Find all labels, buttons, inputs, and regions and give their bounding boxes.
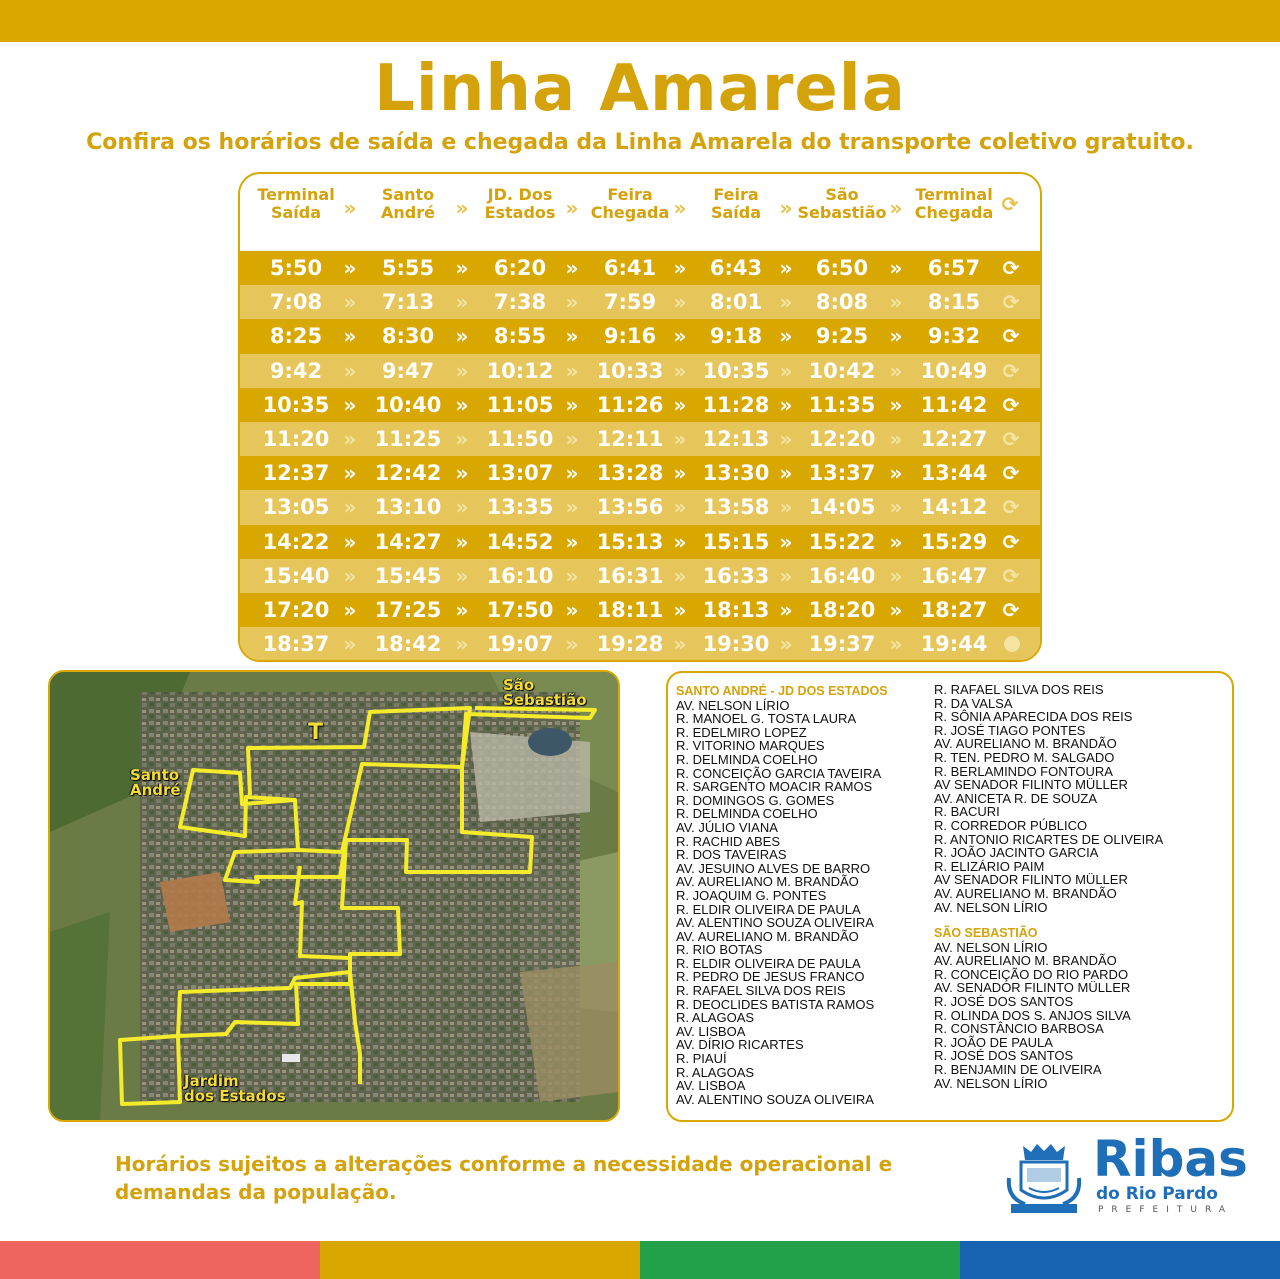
map-label-sao-sebastiao: São Sebastião xyxy=(503,676,587,709)
city-crest-icon xyxy=(1003,1138,1085,1218)
table-row xyxy=(240,251,1040,285)
time-cell: 5:50 xyxy=(269,256,323,280)
time-cell: 15:45 xyxy=(374,563,442,588)
time-cell: 16:40 xyxy=(808,563,876,588)
column-header: Terminal Saída xyxy=(257,185,335,222)
arrow-icon: » xyxy=(455,426,469,451)
street-item: R. JOÃO JACINTO GARCIA xyxy=(934,845,1099,861)
street-item: AV. NELSON LÍRIO xyxy=(676,697,790,713)
street-item: AV. AURELIANO M. BRANDÃO xyxy=(676,928,859,944)
street-item: R. JOSÉ DOS SANTOS xyxy=(934,1048,1074,1064)
street-item: R. DELMINDA COELHO xyxy=(676,751,818,767)
arrow-icon: » xyxy=(889,392,903,417)
time-cell: 13:28 xyxy=(596,461,664,486)
header-arrow-icon: » xyxy=(343,196,357,220)
street-item: R. ANTONIO RICARTES DE OLIVEIRA xyxy=(934,831,1164,847)
time-cell: 16:33 xyxy=(702,563,770,588)
time-cell: 7:08 xyxy=(269,290,323,315)
column-header: Santo André xyxy=(381,185,435,222)
arrow-icon: » xyxy=(343,563,357,588)
street-item: AV. SENADOR FILINTO MÜLLER xyxy=(934,980,1131,996)
refresh-icon: ⟳ xyxy=(1002,290,1020,315)
time-cell: 7:38 xyxy=(493,290,547,315)
column-header: Feira Chegada xyxy=(590,185,670,222)
arrow-icon: » xyxy=(343,495,357,520)
time-cell: 11:20 xyxy=(262,426,330,451)
arrow-icon: » xyxy=(779,461,793,486)
time-cell: 18:11 xyxy=(596,597,664,622)
time-cell: 12:11 xyxy=(596,426,664,451)
time-cell: 19:30 xyxy=(702,632,770,657)
arrow-icon: » xyxy=(455,495,469,520)
arrow-icon: » xyxy=(343,256,357,280)
street-item: AV SENADOR FILINTO MÜLLER xyxy=(934,872,1128,888)
table-row xyxy=(240,456,1040,490)
time-cell: 6:41 xyxy=(603,256,657,280)
refresh-icon: ⟳ xyxy=(1002,461,1020,486)
time-cell: 11:05 xyxy=(486,392,554,417)
street-item: R. SARGENTO MOACIR RAMOS xyxy=(676,779,873,795)
table-row xyxy=(240,422,1040,456)
arrow-icon: » xyxy=(455,324,469,349)
street-item: R. CORREDOR PÚBLICO xyxy=(934,817,1088,833)
time-cell: 10:40 xyxy=(374,392,442,417)
time-cell: 16:31 xyxy=(596,563,664,588)
arrow-icon: » xyxy=(889,290,903,315)
time-cell: 8:30 xyxy=(381,324,435,349)
street-item: R. ALAGOAS xyxy=(676,1064,755,1080)
time-cell: 19:44 xyxy=(920,632,988,657)
street-item: R. RAFAEL SILVA DOS REIS xyxy=(934,682,1104,697)
street-item: AV. JÚLIO VIANA xyxy=(676,819,778,835)
route-map xyxy=(48,670,620,1122)
arrow-icon: » xyxy=(779,358,793,383)
refresh-icon: ⟳ xyxy=(1002,256,1020,280)
street-group-heading: SÃO SEBASTIÃO xyxy=(934,926,1038,941)
time-cell: 18:27 xyxy=(920,597,988,622)
arrow-icon: » xyxy=(779,632,793,657)
arrow-icon: » xyxy=(343,290,357,315)
page-subtitle: Confira os horários de saída e chegada da Linha Amarela do transporte coletivo gratuito. xyxy=(86,130,1194,155)
street-item: R. RIO BOTAS xyxy=(676,942,763,958)
table-row xyxy=(240,525,1040,559)
time-cell: 17:25 xyxy=(374,597,442,622)
street-item: R. DA VALSA xyxy=(934,695,1013,711)
street-item: R. PEDRO DE JESUS FRANCO xyxy=(676,969,865,985)
time-cell: 14:05 xyxy=(808,495,876,520)
brand-name: Ribas xyxy=(1093,1130,1248,1188)
arrow-icon: » xyxy=(343,426,357,451)
street-item: AV. DÍRIO RICARTES xyxy=(676,1037,804,1053)
time-cell: 12:37 xyxy=(262,461,330,486)
table-row xyxy=(240,285,1040,319)
street-item: R. JOSÉ DOS SANTOS xyxy=(934,994,1074,1010)
time-cell: 14:52 xyxy=(486,529,554,554)
street-item: R. ELDIR OLIVEIRA DE PAULA xyxy=(676,901,861,917)
street-item: R. SÔNIA APARECIDA DOS REIS xyxy=(934,709,1133,725)
arrow-icon: » xyxy=(673,324,687,349)
street-item: R. BERLAMINDO FONTOURA xyxy=(934,763,1113,779)
time-cell: 16:47 xyxy=(920,563,988,588)
footer-segment-red xyxy=(0,1241,320,1279)
time-cell: 13:30 xyxy=(702,461,770,486)
time-cell: 10:12 xyxy=(486,358,554,383)
time-cell: 12:20 xyxy=(808,426,876,451)
street-column-santo-andre xyxy=(676,685,888,1106)
street-item: AV. LISBOA xyxy=(676,1023,746,1039)
time-cell: 6:43 xyxy=(709,256,763,280)
map-label-terminal: T xyxy=(308,720,324,745)
time-cell: 13:56 xyxy=(596,495,664,520)
time-cell: 10:49 xyxy=(920,358,988,383)
time-cell: 17:50 xyxy=(486,597,554,622)
header-arrow-icon: » xyxy=(673,196,687,220)
arrow-icon: » xyxy=(343,461,357,486)
refresh-icon: ⟳ xyxy=(1002,597,1020,622)
street-item: R. MANOEL G. TOSTA LAURA xyxy=(676,711,857,727)
street-item: R. JOSÉ TIAGO PONTES xyxy=(934,722,1086,738)
street-group-heading: SANTO ANDRÉ - JD DOS ESTADOS xyxy=(676,684,888,698)
time-cell: 10:42 xyxy=(808,358,876,383)
time-cell: 18:42 xyxy=(374,632,442,657)
arrow-icon: » xyxy=(565,563,579,588)
timetable-body xyxy=(240,251,1040,661)
disclaimer-note: Horários sujeitos a alterações conforme a necessidade operacional e demandas da população. xyxy=(115,1152,893,1204)
header-arrow-icon: » xyxy=(889,196,903,220)
arrow-icon: » xyxy=(673,461,687,486)
time-cell: 11:50 xyxy=(486,426,554,451)
street-item: R. RAFAEL SILVA DOS REIS xyxy=(676,983,846,999)
arrow-icon: » xyxy=(779,392,793,417)
time-cell: 13:10 xyxy=(374,495,442,520)
street-item: AV. AURELIANO M. BRANDÃO xyxy=(676,874,859,890)
brand-prefeitura: PREFEITURA xyxy=(1098,1205,1234,1215)
arrow-icon: » xyxy=(673,529,687,554)
timetable-header xyxy=(240,174,1040,246)
column-header: São Sebastião xyxy=(797,185,887,222)
column-header: Terminal Chegada xyxy=(914,185,994,222)
time-cell: 13:58 xyxy=(702,495,770,520)
time-cell: 11:28 xyxy=(702,392,770,417)
street-item: R. RACHID ABES xyxy=(676,833,781,849)
time-cell: 7:13 xyxy=(381,290,435,315)
time-cell: 12:13 xyxy=(702,426,770,451)
street-item: R. CONSTÂNCIO BARBOSA xyxy=(934,1021,1104,1037)
arrow-icon: » xyxy=(455,632,469,657)
brand-subtitle: do Rio Pardo xyxy=(1096,1184,1218,1204)
footer-segment-gold xyxy=(320,1241,640,1279)
arrow-icon: » xyxy=(673,358,687,383)
refresh-icon: ⟳ xyxy=(1002,563,1020,588)
column-header: Feira Saída xyxy=(710,185,762,222)
arrow-icon: » xyxy=(565,426,579,451)
street-item: R. JOAQUIM G. PONTES xyxy=(676,887,827,903)
arrow-icon: » xyxy=(673,290,687,315)
refresh-icon: ⟳ xyxy=(1001,192,1019,216)
table-row xyxy=(240,354,1040,388)
arrow-icon: » xyxy=(673,256,687,280)
time-cell: 6:20 xyxy=(493,256,547,280)
arrow-icon: » xyxy=(455,461,469,486)
street-item: R. ELDIR OLIVEIRA DE PAULA xyxy=(676,955,861,971)
arrow-icon: » xyxy=(889,563,903,588)
street-item: AV. AURELIANO M. BRANDÃO xyxy=(934,885,1117,901)
street-item: AV. ANICETA R. DE SOUZA xyxy=(934,790,1098,806)
refresh-icon: ⟳ xyxy=(1002,358,1020,383)
header-arrow-icon: » xyxy=(565,196,579,220)
street-item: R. DELMINDA COELHO xyxy=(676,806,818,822)
arrow-icon: » xyxy=(779,324,793,349)
arrow-icon: » xyxy=(565,495,579,520)
street-item: AV. AURELIANO M. BRANDÃO xyxy=(934,953,1117,969)
street-item: R. CONCEIÇÃO DO RIO PARDO xyxy=(934,966,1129,982)
street-item: R. CONCEIÇÃO GARCIA TAVEIRA xyxy=(676,765,882,781)
street-item: R. ALAGOAS xyxy=(676,1010,755,1026)
arrow-icon: » xyxy=(779,597,793,622)
arrow-icon: » xyxy=(343,392,357,417)
street-item: AV. AURELIANO M. BRANDÃO xyxy=(934,736,1117,752)
time-cell: 15:13 xyxy=(596,529,664,554)
time-cell: 8:08 xyxy=(815,290,869,315)
arrow-icon: » xyxy=(455,563,469,588)
time-cell: 18:37 xyxy=(262,632,330,657)
arrow-icon: » xyxy=(565,529,579,554)
time-cell: 8:15 xyxy=(927,290,981,315)
street-item: AV. JESUINO ALVES DE BARRO xyxy=(676,860,871,876)
refresh-icon: ⟳ xyxy=(1002,392,1020,417)
arrow-icon: » xyxy=(889,324,903,349)
time-cell: 13:37 xyxy=(808,461,876,486)
table-row xyxy=(240,490,1040,524)
arrow-icon: » xyxy=(343,324,357,349)
arrow-icon: » xyxy=(565,290,579,315)
time-cell: 15:22 xyxy=(808,529,876,554)
arrow-icon: » xyxy=(779,529,793,554)
time-cell: 8:55 xyxy=(493,324,547,349)
street-item: AV. NELSON LÍRIO xyxy=(934,1075,1048,1091)
street-item: R. JOÃO DE PAULA xyxy=(934,1034,1053,1050)
table-row xyxy=(240,559,1040,593)
time-cell: 9:25 xyxy=(815,324,869,349)
arrow-icon: » xyxy=(455,392,469,417)
street-list xyxy=(666,671,1234,1122)
street-item: AV. NELSON LÍRIO xyxy=(934,939,1048,955)
time-cell: 11:26 xyxy=(596,392,664,417)
arrow-icon: » xyxy=(673,597,687,622)
time-cell: 9:16 xyxy=(603,324,657,349)
top-bar xyxy=(0,0,1280,42)
arrow-icon: » xyxy=(343,358,357,383)
arrow-icon: » xyxy=(889,256,903,280)
time-cell: 6:57 xyxy=(927,256,981,280)
street-column-sao-sebastiao xyxy=(934,683,1163,1090)
arrow-icon: » xyxy=(779,495,793,520)
refresh-icon: ⟳ xyxy=(1002,324,1020,349)
arrow-icon: » xyxy=(673,563,687,588)
time-cell: 12:27 xyxy=(920,426,988,451)
arrow-icon: » xyxy=(779,290,793,315)
time-cell: 19:28 xyxy=(596,632,664,657)
arrow-icon: » xyxy=(343,632,357,657)
time-cell: 13:05 xyxy=(262,495,330,520)
arrow-icon: » xyxy=(889,529,903,554)
arrow-icon: » xyxy=(455,358,469,383)
street-item: AV. ALENTINO SOUZA OLIVEIRA xyxy=(676,1091,874,1107)
time-cell: 13:07 xyxy=(486,461,554,486)
street-item: AV SENADOR FILINTO MÜLLER xyxy=(934,777,1128,793)
arrow-icon: » xyxy=(565,461,579,486)
time-cell: 16:10 xyxy=(486,563,554,588)
table-row xyxy=(240,388,1040,422)
arrow-icon: » xyxy=(455,256,469,280)
refresh-icon: ⟳ xyxy=(1002,529,1020,554)
arrow-icon: » xyxy=(343,597,357,622)
header-arrow-icon: » xyxy=(779,196,793,220)
refresh-icon: ⟳ xyxy=(1002,426,1020,451)
time-cell: 9:32 xyxy=(927,324,981,349)
map-label-santo-andre: Santo André xyxy=(130,766,181,799)
time-cell: 12:42 xyxy=(374,461,442,486)
time-cell: 8:25 xyxy=(269,324,323,349)
route-map-image xyxy=(50,672,618,1120)
arrow-icon: » xyxy=(565,632,579,657)
street-item: R. BACURI xyxy=(934,804,1000,820)
time-cell: 14:27 xyxy=(374,529,442,554)
street-item: R. ELIZÁRIO PAIM xyxy=(934,858,1045,874)
arrow-icon: » xyxy=(455,529,469,554)
street-item: AV. LISBOA xyxy=(676,1078,746,1094)
time-cell: 10:35 xyxy=(702,358,770,383)
arrow-icon: » xyxy=(889,358,903,383)
end-dot-icon xyxy=(1004,636,1020,652)
footer-color-bar xyxy=(0,1241,1280,1279)
time-cell: 9:18 xyxy=(709,324,763,349)
column-header: JD. Dos Estados xyxy=(484,185,556,222)
time-cell: 8:01 xyxy=(709,290,763,315)
table-row xyxy=(240,319,1040,353)
time-cell: 9:42 xyxy=(269,358,323,383)
time-cell: 6:50 xyxy=(815,256,869,280)
map-label-jardim-dos-estados: Jardim dos Estados xyxy=(184,1072,286,1105)
street-item: R. DOS TAVEIRAS xyxy=(676,847,787,863)
street-item: R. OLINDA DOS S. ANJOS SILVA xyxy=(934,1007,1131,1023)
time-cell: 18:20 xyxy=(808,597,876,622)
time-cell: 15:15 xyxy=(702,529,770,554)
street-item: R. EDELMIRO LOPEZ xyxy=(676,724,807,740)
arrow-icon: » xyxy=(779,256,793,280)
time-cell: 15:29 xyxy=(920,529,988,554)
arrow-icon: » xyxy=(343,529,357,554)
arrow-icon: » xyxy=(889,597,903,622)
time-cell: 18:13 xyxy=(702,597,770,622)
arrow-icon: » xyxy=(673,426,687,451)
time-cell: 19:07 xyxy=(486,632,554,657)
street-item: R. DEOCLIDES BATISTA RAMOS xyxy=(676,996,875,1012)
arrow-icon: » xyxy=(889,632,903,657)
time-cell: 14:22 xyxy=(262,529,330,554)
time-cell: 5:55 xyxy=(381,256,435,280)
street-item: R. VITORINO MARQUES xyxy=(676,738,825,754)
refresh-icon: ⟳ xyxy=(1002,495,1020,520)
street-item: R. DOMINGOS G. GOMES xyxy=(676,792,835,808)
header-arrow-icon: » xyxy=(455,196,469,220)
time-cell: 19:37 xyxy=(808,632,876,657)
arrow-icon: » xyxy=(565,597,579,622)
arrow-icon: » xyxy=(889,495,903,520)
street-item: R. TEN. PEDRO M. SALGADO xyxy=(934,749,1115,765)
arrow-icon: » xyxy=(565,324,579,349)
street-item: R. PIAUÍ xyxy=(676,1051,727,1067)
time-cell: 11:42 xyxy=(920,392,988,417)
table-row xyxy=(240,627,1040,661)
time-cell: 11:25 xyxy=(374,426,442,451)
arrow-icon: » xyxy=(779,563,793,588)
time-cell: 14:12 xyxy=(920,495,988,520)
street-item: R. BENJAMIN DE OLIVEIRA xyxy=(934,1062,1102,1078)
street-item: AV. NELSON LÍRIO xyxy=(934,899,1048,915)
arrow-icon: » xyxy=(673,495,687,520)
arrow-icon: » xyxy=(455,597,469,622)
street-item: AV. ALENTINO SOUZA OLIVEIRA xyxy=(676,915,874,931)
time-cell: 10:33 xyxy=(596,358,664,383)
time-cell: 15:40 xyxy=(262,563,330,588)
time-cell: 11:35 xyxy=(808,392,876,417)
time-cell: 9:47 xyxy=(381,358,435,383)
arrow-icon: » xyxy=(455,290,469,315)
table-row xyxy=(240,593,1040,627)
arrow-icon: » xyxy=(565,392,579,417)
footer-segment-green xyxy=(640,1241,960,1279)
footer-segment-blue xyxy=(960,1241,1280,1279)
time-cell: 13:44 xyxy=(920,461,988,486)
arrow-icon: » xyxy=(673,392,687,417)
time-cell: 13:35 xyxy=(486,495,554,520)
arrow-icon: » xyxy=(889,461,903,486)
time-cell: 10:35 xyxy=(262,392,330,417)
arrow-icon: » xyxy=(889,426,903,451)
page-title: Linha Amarela xyxy=(374,52,906,126)
time-cell: 17:20 xyxy=(262,597,330,622)
arrow-icon: » xyxy=(673,632,687,657)
arrow-icon: » xyxy=(565,256,579,280)
time-cell: 7:59 xyxy=(603,290,657,315)
arrow-icon: » xyxy=(565,358,579,383)
timetable xyxy=(238,172,1042,662)
arrow-icon: » xyxy=(779,426,793,451)
